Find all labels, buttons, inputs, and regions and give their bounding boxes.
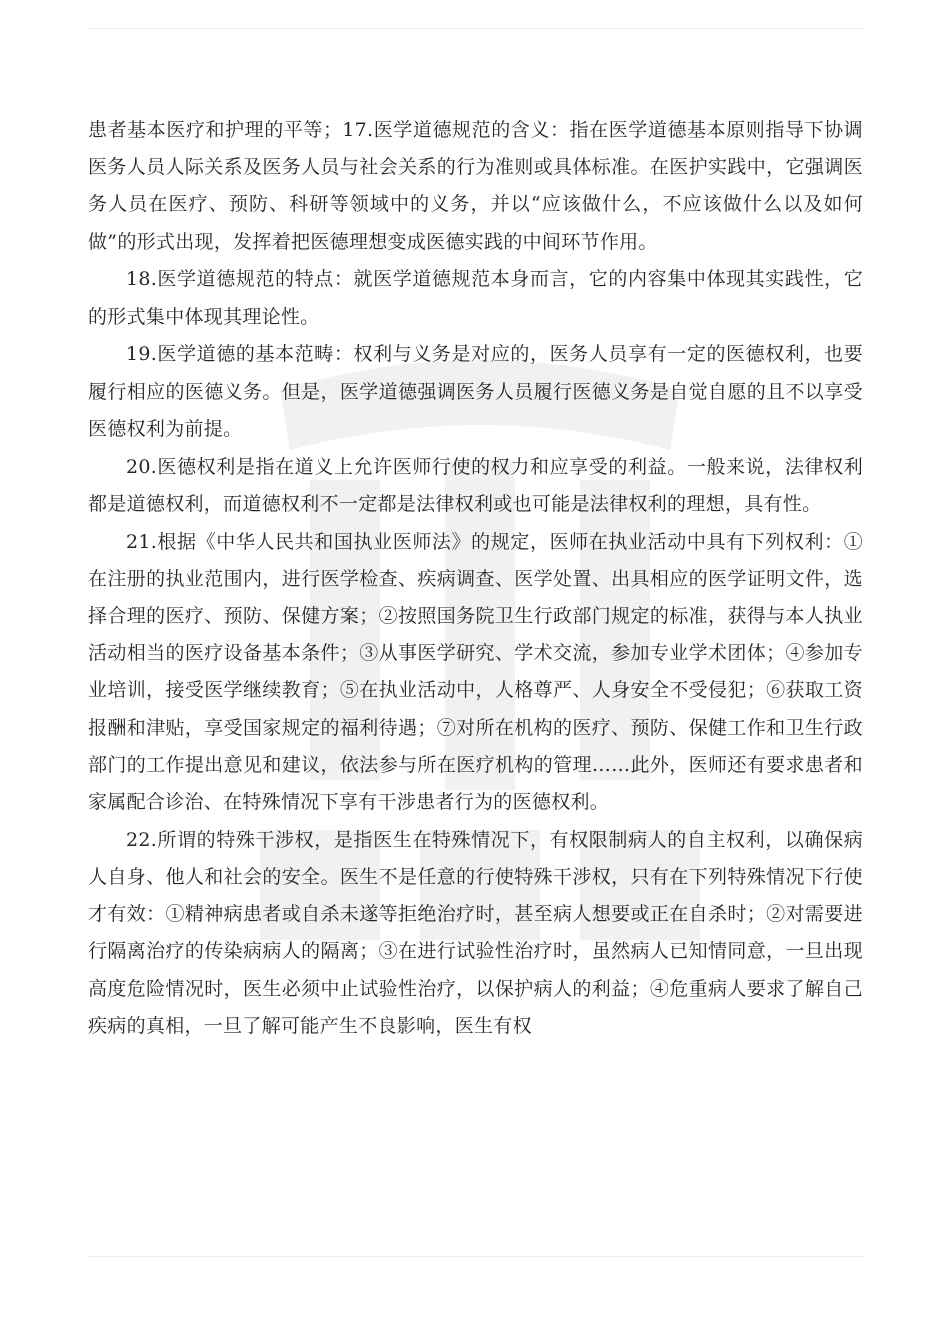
paragraph-18: 18.医学道德规范的特点：就医学道德规范本身而言，它的内容集中体现其实践性，它的形式集中体现其理论性。 — [88, 268, 863, 328]
paragraph-continuation: 患者基本医疗和护理的平等；17.医学道德规范的含义：指在医学道德基本原则指导下协调医务人员人际关系及医务人员与社会关系的行为准则或具体标准。在医护实践中，它强调医务人员在医疗、预防、科研等领域中的义务，并以“应该做什么，不应该做什么以及如何做”的形式出现，发挥着把医德理想变成医德实践的中间环节作用。 — [88, 119, 863, 253]
header-rule — [88, 28, 863, 29]
paragraph-22: 22.所谓的特殊干涉权，是指医生在特殊情况下，有权限制病人的自主权利，以确保病人自身、他人和社会的安全。医生不是任意的行使特殊干涉权，只有在下列特殊情况下行使才有效：①精神病患者或自杀未遂等拒绝治疗时，甚至病人想要或正在自杀时；②对需要进行隔离治疗的传染病病人的隔离；③在进行试验性治疗时，虽然病人已知情同意，一旦出现高度危险情况时，医生必须中止试验性治疗，以保护病人的利益；④危重病人要求了解自己疾病的真相，一旦了解可能产生不良影响，医生有权 — [88, 828, 863, 1037]
paragraph-19: 19.医学道德的基本范畴：权利与义务是对应的，医务人员享有一定的医德权利，也要履行相应的医德义务。但是，医学道德强调医务人员履行医德义务是自觉自愿的且不以享受医德权利为前提。 — [88, 343, 863, 440]
paragraph-20: 20.医德权利是指在道义上允许医师行使的权力和应享受的利益。一般来说，法律权利都是道德权利，而道德权利不一定都是法律权利或也可能是法律权利的理想，具有性。 — [88, 455, 863, 515]
paragraph-21: 21.根据《中华人民共和国执业医师法》的规定，医师在执业活动中具有下列权利：①在注册的执业范围内，进行医学检查、疾病调查、医学处置、出具相应的医学证明文件，选择合理的医疗、预防、保健方案；②按照国务院卫生行政部门规定的标准，获得与本人执业活动相当的医疗设备基本条件；③从事医学研究、学术交流，参加专业学术团体；④参加专业培训，接受医学继续教育；⑤在执业活动中，人格尊严、人身安全不受侵犯；⑥获取工资报酬和津贴，享受国家规定的福利待遇；⑦对所在机构的医疗、预防、保健工作和卫生行政部门的工作提出意见和建议，依法参与所在医疗机构的管理……此外，医师还有要求患者和家属配合诊治、在特殊情况下享有干涉患者行为的医德权利。 — [88, 530, 863, 814]
footer-rule — [88, 1256, 863, 1257]
document-body — [88, 112, 863, 1046]
